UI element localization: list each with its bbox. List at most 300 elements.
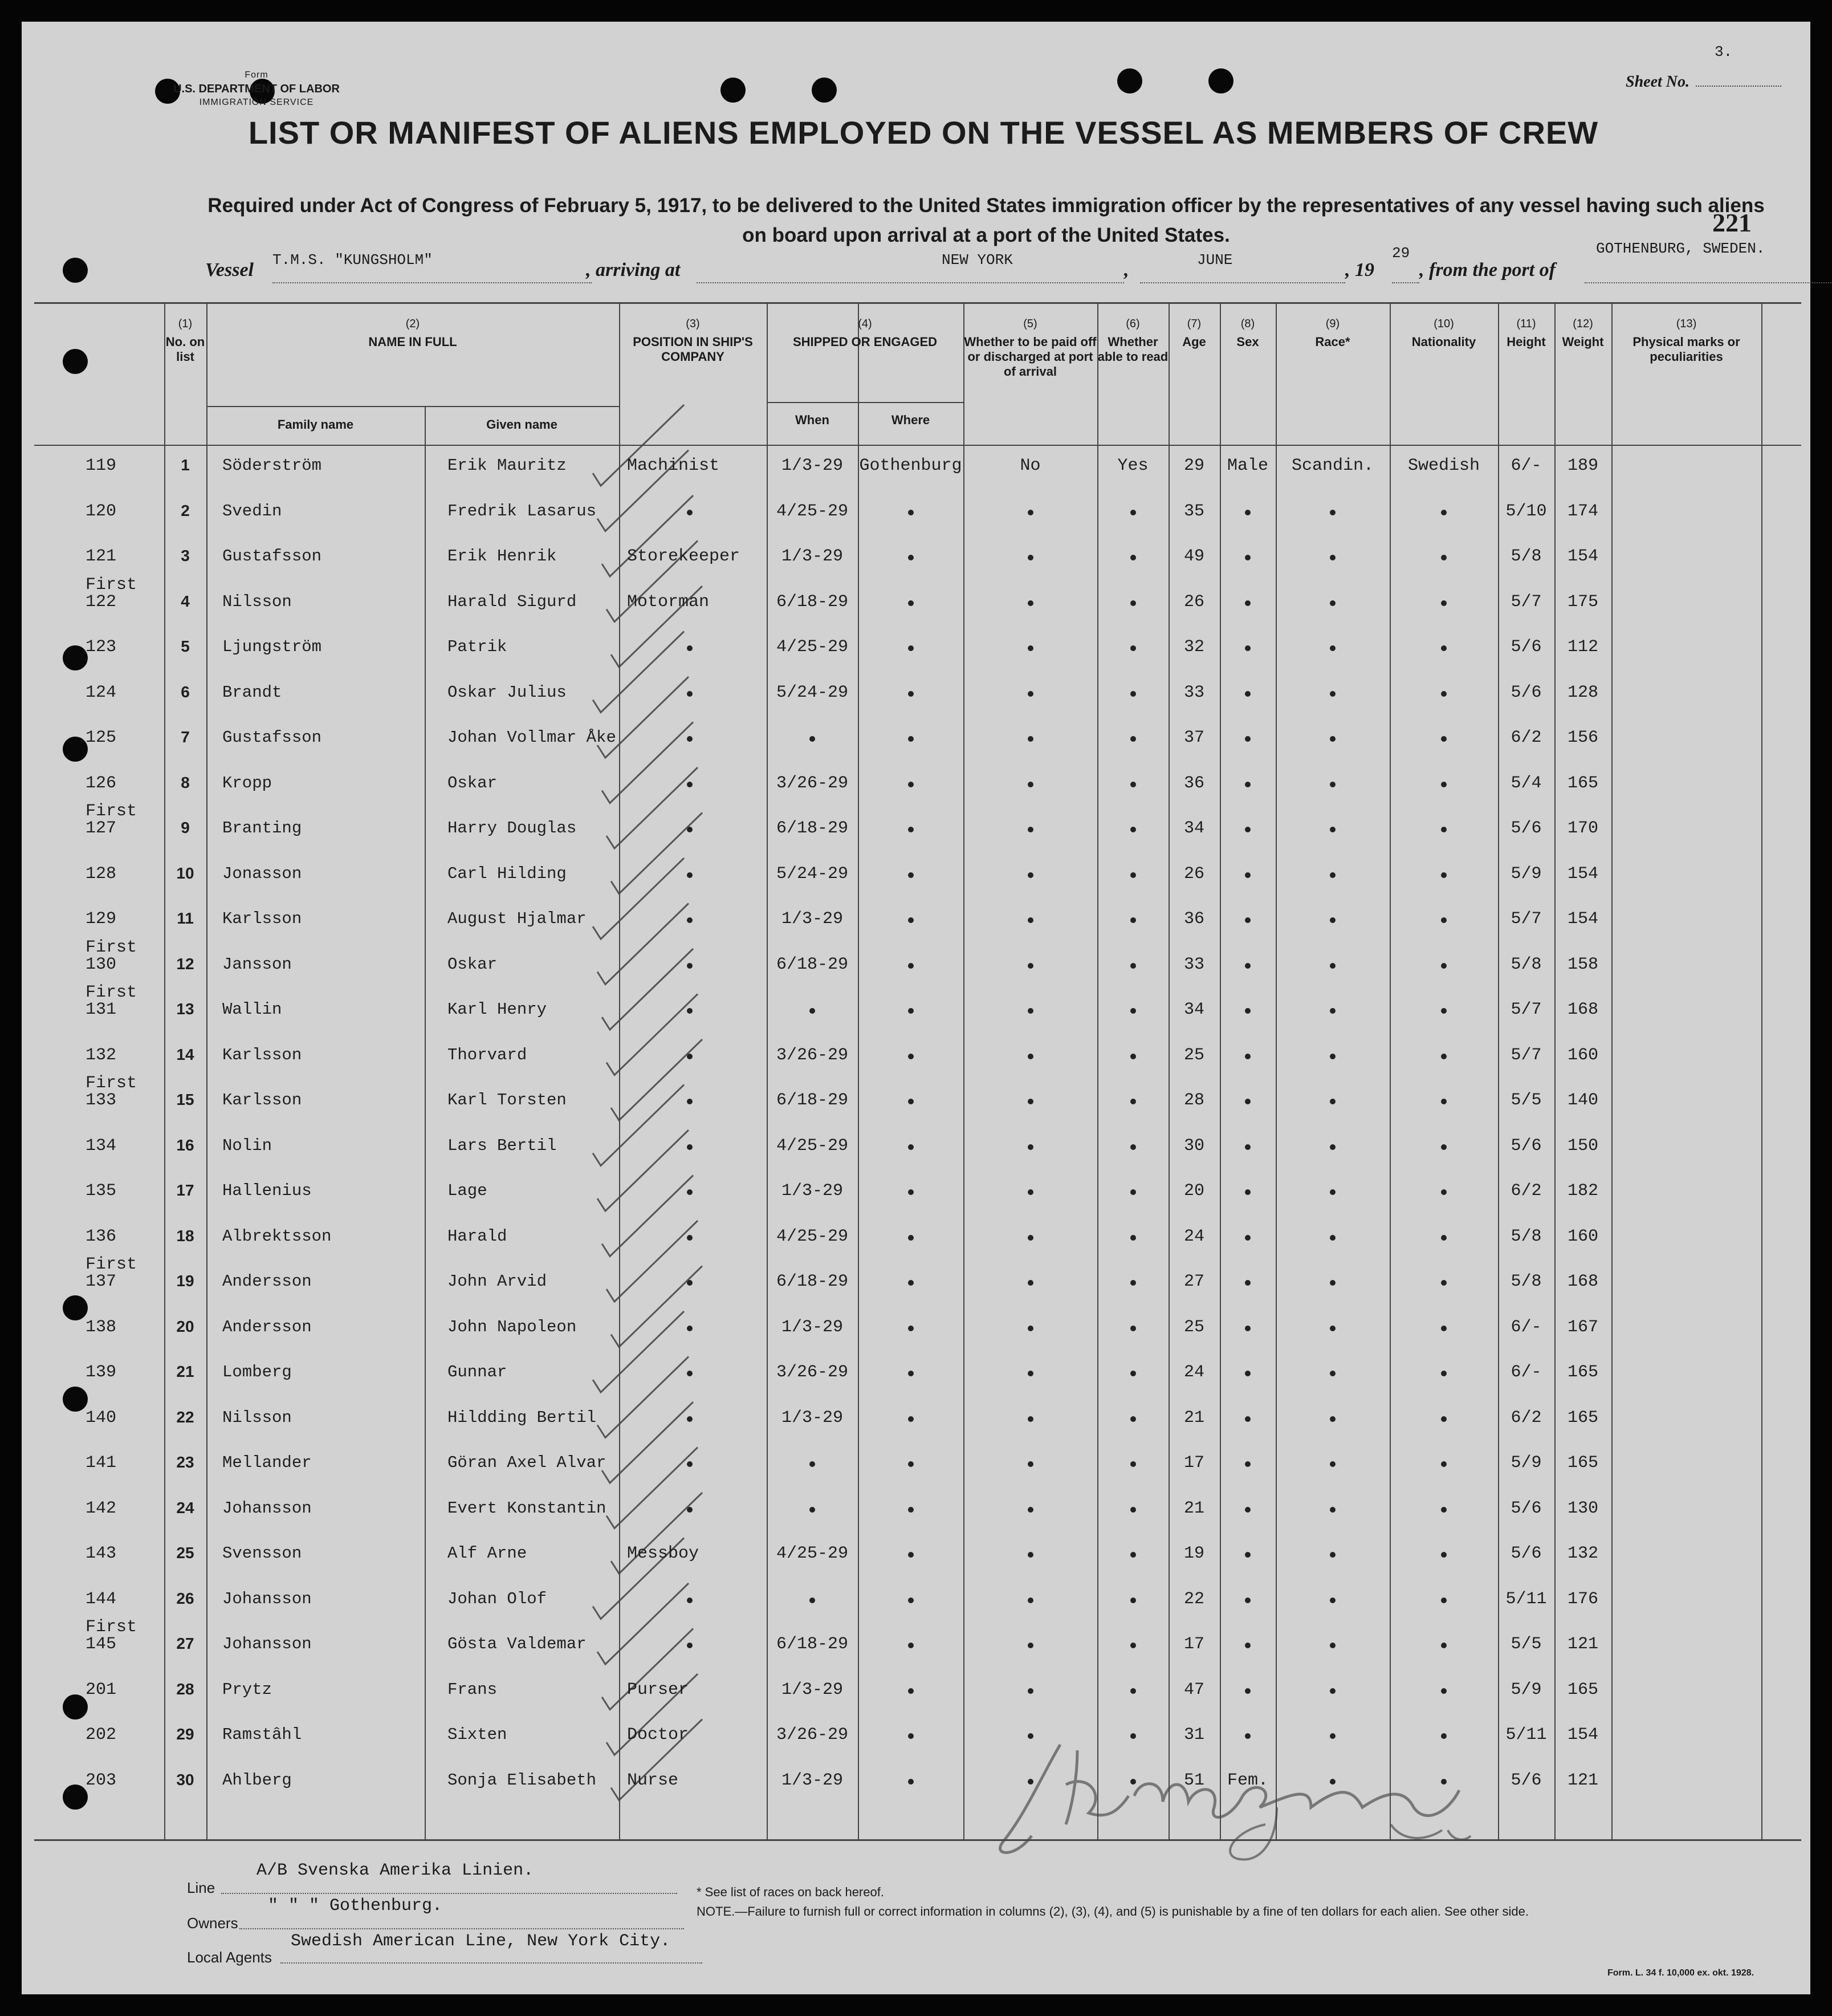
cell-height: 5/6: [1511, 1498, 1542, 1518]
month-value: JUNE: [1197, 251, 1233, 269]
ditto-mark: [1130, 827, 1136, 832]
ditto-mark: [1028, 1733, 1033, 1739]
cell-no: 28: [176, 1680, 194, 1698]
cell-age: 24: [1183, 1226, 1204, 1246]
cell-height: 5/6: [1511, 819, 1542, 838]
cell-family: Jonasson: [222, 864, 302, 883]
col-nationality-label: Nationality: [1411, 335, 1476, 349]
col-age-number: (7): [1187, 318, 1202, 330]
ditto-mark: [809, 1507, 815, 1513]
ditto-mark: [908, 1507, 914, 1513]
cell-no: 1: [181, 456, 190, 474]
cell-nationality: Swedish: [1407, 456, 1480, 475]
subheader-family-name: Family name: [277, 417, 354, 432]
ditto-mark: [1130, 782, 1136, 787]
ditto-mark: [1441, 691, 1447, 697]
column-divider: [1611, 302, 1613, 1839]
ditto-mark: [1441, 1507, 1447, 1513]
cell-when: 1/3-29: [781, 1181, 844, 1201]
ditto-mark: [908, 1733, 914, 1739]
cell-weight: 160: [1567, 1045, 1598, 1065]
row-mark-number: 128: [86, 864, 117, 884]
cell-family: Mellander: [222, 1453, 312, 1472]
ditto-mark: [1441, 782, 1447, 787]
cell-weight: 154: [1567, 1725, 1598, 1745]
column-divider: [1097, 302, 1098, 1839]
ditto-mark: [1245, 1507, 1251, 1513]
row-mark-number: 135: [86, 1181, 117, 1201]
ditto-mark: [1245, 1099, 1251, 1104]
col-nationality-number: (10): [1434, 318, 1454, 330]
cell-age: 34: [1183, 1000, 1204, 1019]
cell-given: Karl Henry: [447, 1000, 547, 1019]
col-able-to-read-label: Whether able to read: [1097, 335, 1169, 364]
subtitle-line-1: Required under Act of Congress of February 5, 1917, to be delivered to the United States immigration officer by the representatives of any vessel having such aliens: [207, 194, 1765, 217]
arriving-value: NEW YORK: [942, 251, 1013, 269]
column-divider: [1169, 302, 1170, 1839]
cell-height: 5/7: [1511, 1045, 1542, 1065]
form-reference: Form. L. 34 f. 10,000 ex. okt. 1928.: [1607, 1968, 1754, 1978]
sheet-number-line: [1696, 86, 1781, 87]
row-mark-number: 124: [86, 682, 117, 702]
ditto-mark: [1028, 600, 1033, 606]
cell-height: 5/9: [1511, 1680, 1542, 1700]
ditto-mark: [1028, 1598, 1033, 1603]
cell-no: 6: [181, 682, 190, 701]
cell-no: 17: [176, 1181, 194, 1199]
ditto-mark: [908, 1461, 914, 1467]
cell-height: 5/8: [1511, 1272, 1542, 1291]
ditto-mark: [908, 1189, 914, 1195]
cell-age: 36: [1183, 909, 1204, 929]
col-able-to-read-number: (6): [1126, 318, 1140, 330]
ditto-mark: [1130, 1643, 1136, 1648]
punch-hole-left-6: [63, 1387, 88, 1412]
row-mark-number: 132: [86, 1045, 117, 1065]
cell-when: 3/26-29: [776, 1725, 849, 1745]
ditto-mark: [1245, 1008, 1251, 1014]
ditto-mark: [1028, 1371, 1033, 1376]
ditto-mark: [1130, 1371, 1136, 1376]
cell-weight: 165: [1567, 1363, 1598, 1382]
ditto-mark: [908, 872, 914, 878]
cell-when: 1/3-29: [781, 547, 844, 566]
cell-given: August Hjalmar: [447, 909, 587, 928]
ditto-mark: [1330, 736, 1336, 742]
from-field: [1585, 240, 1832, 283]
ditto-mark: [687, 917, 693, 923]
ditto-mark: [1130, 1144, 1136, 1150]
ditto-mark: [1130, 645, 1136, 651]
cell-family: Ahlberg: [222, 1770, 292, 1790]
ditto-mark: [1245, 963, 1251, 969]
agents-value: Swedish American Line, New York City.: [291, 1932, 671, 1951]
ditto-mark: [1245, 1643, 1251, 1648]
from-value: GOTHENBURG, SWEDEN.: [1596, 240, 1765, 257]
vessel-line: Vessel T.M.S. "KUNGSHOLM" , arriving at NEW YORK , JUNE , 19 29 , from the port of GOTHENBURG, SWEDEN.: [205, 259, 1801, 294]
ditto-mark: [908, 1235, 914, 1241]
col-age: [1169, 316, 1220, 349]
ditto-mark: [1028, 917, 1033, 923]
ditto-mark: [809, 1598, 815, 1603]
col-nationality: [1390, 316, 1498, 349]
cell-family: Karlsson: [222, 1091, 302, 1109]
cell-when: 4/25-29: [776, 1544, 849, 1563]
ditto-mark: [1441, 736, 1447, 742]
ditto-mark: [1130, 1598, 1136, 1603]
cell-height: 5/6: [1511, 637, 1542, 657]
ditto-mark: [1028, 1552, 1033, 1558]
line-underline: [221, 1893, 677, 1894]
cell-family: Andersson: [222, 1272, 312, 1291]
cell-given: Carl Hilding: [447, 864, 567, 883]
ditto-mark: [1130, 736, 1136, 742]
cell-weight: 165: [1567, 1408, 1598, 1428]
col-sex-number: (8): [1240, 318, 1255, 330]
ditto-mark: [1330, 1779, 1336, 1785]
cell-given: Patrik: [447, 637, 507, 656]
row-mark-first: First: [86, 1617, 137, 1637]
col-physical-marks-number: (13): [1676, 318, 1697, 330]
cell-position: Machinist: [627, 456, 720, 475]
cell-when: 4/25-29: [776, 501, 849, 521]
ditto-mark: [1130, 1733, 1136, 1739]
cell-height: 6/-: [1511, 456, 1542, 475]
ditto-mark: [1330, 1326, 1336, 1331]
service-name: IMMIGRATION SERVICE: [199, 97, 314, 107]
cell-family: Ramstâhl: [222, 1725, 302, 1744]
row-mark-number: 129: [86, 909, 117, 929]
cell-height: 5/6: [1511, 682, 1542, 702]
row-mark-number: 133: [86, 1091, 117, 1110]
cell-age: 21: [1183, 1498, 1204, 1518]
year-prefix: , 19: [1345, 259, 1374, 281]
column-divider: [767, 302, 768, 1839]
year-field: [1392, 245, 1419, 283]
ditto-mark: [1130, 872, 1136, 878]
ditto-mark: [1130, 963, 1136, 969]
cell-family: Johansson: [222, 1635, 312, 1653]
cell-weight: 130: [1567, 1498, 1598, 1518]
ditto-mark: [908, 555, 914, 560]
row-mark-number: 137: [86, 1272, 117, 1291]
cell-family: Jansson: [222, 954, 292, 974]
col-shipped: [767, 316, 963, 349]
table-bottom-border: [34, 1839, 1801, 1841]
cell-when: 5/24-29: [776, 864, 849, 884]
cell-no: 2: [181, 501, 190, 519]
cell-weight: 132: [1567, 1544, 1598, 1563]
ditto-mark: [908, 691, 914, 697]
ditto-mark: [908, 1598, 914, 1603]
cell-when: 1/3-29: [781, 1770, 844, 1790]
ditto-mark: [908, 1054, 914, 1059]
cell-height: 5/9: [1511, 1453, 1542, 1473]
cell-weight: 182: [1567, 1181, 1598, 1201]
ditto-mark: [1028, 645, 1033, 651]
cell-family: Albrektsson: [222, 1226, 332, 1246]
cell-family: Gustafsson: [222, 728, 322, 747]
cell-when: 6/18-29: [776, 1635, 849, 1654]
col-age-label: Age: [1182, 335, 1206, 349]
col-no-on-list-number: (1): [178, 318, 193, 330]
cell-family: Brandt: [222, 682, 282, 702]
inspector-signature: [992, 1728, 1505, 1864]
cell-family: Ljungström: [222, 637, 322, 656]
ditto-mark: [1130, 1326, 1136, 1331]
row-mark-number: 140: [86, 1408, 117, 1428]
ditto-mark: [1441, 1280, 1447, 1286]
col-sex: [1220, 316, 1276, 349]
ditto-mark: [1245, 917, 1251, 923]
ditto-mark: [687, 1099, 693, 1104]
cell-age: 32: [1183, 637, 1204, 657]
agents-underline: [280, 1962, 702, 1964]
ditto-mark: [1028, 1507, 1033, 1513]
ditto-mark: [1028, 1144, 1033, 1150]
year-value: 29: [1392, 245, 1410, 262]
ditto-mark: [1245, 510, 1251, 515]
col-height: [1498, 316, 1554, 349]
ditto-mark: [809, 1008, 815, 1014]
ditto-mark: [1330, 782, 1336, 787]
owners-label: Owners: [187, 1915, 238, 1932]
ditto-mark: [1245, 872, 1251, 878]
ditto-mark: [1028, 1008, 1033, 1014]
column-divider: [206, 302, 207, 1839]
cell-age: 47: [1183, 1680, 1204, 1700]
ditto-mark: [1130, 1507, 1136, 1513]
race-note: * See list of races on back hereof.: [697, 1885, 884, 1899]
cell-family: Wallin: [222, 1000, 282, 1019]
cell-position: Nurse: [627, 1770, 679, 1790]
cell-no: 27: [176, 1635, 194, 1652]
cell-height: 5/8: [1511, 954, 1542, 974]
ditto-mark: [1028, 1779, 1033, 1785]
ditto-mark: [1330, 1733, 1336, 1739]
ditto-mark: [687, 1643, 693, 1648]
punch-hole-left-1: [63, 258, 88, 283]
ditto-mark: [1245, 1733, 1251, 1739]
cell-read: Yes: [1117, 456, 1149, 475]
cell-family: Johansson: [222, 1498, 312, 1518]
cell-weight: 121: [1567, 1635, 1598, 1654]
from-label: , from the port of: [1419, 259, 1556, 281]
cell-when: 6/18-29: [776, 592, 849, 612]
ditto-mark: [908, 510, 914, 515]
sheet-number-value: 3.: [1715, 43, 1733, 60]
ditto-mark: [1130, 1008, 1136, 1014]
cell-no: 3: [181, 547, 190, 564]
col-height-label: Height: [1507, 335, 1546, 349]
ditto-mark: [908, 736, 914, 742]
column-divider: [619, 302, 620, 1839]
ditto-mark: [1245, 555, 1251, 560]
ditto-mark: [1441, 555, 1447, 560]
cell-given: Alf Arne: [447, 1544, 527, 1563]
ditto-mark: [1330, 1144, 1336, 1150]
cell-when: 3/26-29: [776, 1045, 849, 1065]
cell-weight: 165: [1567, 1453, 1598, 1473]
line-value: A/B Svenska Amerika Linien.: [257, 1861, 534, 1880]
row-mark-number: 138: [86, 1317, 117, 1337]
column-divider: [963, 302, 964, 1839]
owners-value: " " " Gothenburg.: [268, 1896, 443, 1916]
cell-position: Messboy: [627, 1544, 699, 1563]
col-physical-marks-label: Physical marks or peculiarities: [1632, 335, 1740, 364]
cell-family: Nilsson: [222, 1408, 292, 1427]
ditto-mark: [1130, 600, 1136, 606]
ditto-mark: [1245, 736, 1251, 742]
col-paid-off-label: Whether to be paid off or discharged at port of arrival: [964, 335, 1097, 379]
ditto-mark: [1245, 1598, 1251, 1603]
cell-weight: 174: [1567, 501, 1598, 521]
cell-when: 4/25-29: [776, 1226, 849, 1246]
cell-when: 6/18-29: [776, 819, 849, 838]
punch-hole-top-5: [1117, 68, 1142, 94]
row-mark-number: 142: [86, 1498, 117, 1518]
cell-family: Svensson: [222, 1544, 302, 1563]
cell-no: 13: [176, 1000, 194, 1018]
document-subtitle: [188, 191, 1784, 250]
cell-family: Kropp: [222, 773, 272, 792]
ditto-mark: [1028, 736, 1033, 742]
row-mark-number: 131: [86, 1000, 117, 1019]
punch-hole-top-6: [1208, 68, 1233, 94]
cell-given: Erik Henrik: [447, 547, 557, 566]
cell-when: 4/25-29: [776, 1136, 849, 1156]
ditto-mark: [1245, 1054, 1251, 1059]
name-subheader-line: [206, 406, 619, 407]
row-mark-first: First: [86, 1074, 137, 1093]
cell-given: Gösta Valdemar: [447, 1635, 587, 1653]
ditto-mark: [908, 1779, 914, 1785]
ditto-mark: [1028, 1099, 1033, 1104]
ditto-mark: [1028, 1416, 1033, 1422]
column-divider: [1276, 302, 1277, 1839]
ditto-mark: [1028, 872, 1033, 878]
vessel-field: [272, 251, 592, 283]
ditto-mark: [687, 645, 693, 651]
ditto-mark: [908, 1688, 914, 1694]
cell-no: 23: [176, 1453, 194, 1471]
cell-given: Lars Bertil: [447, 1136, 557, 1155]
ditto-mark: [908, 1008, 914, 1014]
cell-age: 29: [1183, 456, 1204, 475]
ditto-mark: [1245, 691, 1251, 697]
cell-age: 37: [1183, 728, 1204, 747]
ditto-mark: [1441, 1189, 1447, 1195]
col-position-label: POSITION IN SHIP'S COMPANY: [633, 335, 753, 364]
ditto-mark: [1441, 1688, 1447, 1694]
cell-position: Motorman: [627, 592, 710, 612]
cell-given: Gunnar: [447, 1363, 507, 1381]
cell-weight: 160: [1567, 1226, 1598, 1246]
ditto-mark: [1245, 1189, 1251, 1195]
ditto-mark: [687, 736, 693, 742]
ditto-mark: [1441, 1008, 1447, 1014]
ditto-mark: [908, 1099, 914, 1104]
cell-age: 17: [1183, 1453, 1204, 1473]
cell-age: 26: [1183, 864, 1204, 884]
cell-height: 5/8: [1511, 1226, 1542, 1246]
cell-height: 6/2: [1511, 1408, 1542, 1428]
cell-given: Oskar: [447, 773, 498, 792]
cell-age: 35: [1183, 501, 1204, 521]
col-sex-label: Sex: [1236, 335, 1259, 349]
cell-weight: 140: [1567, 1091, 1598, 1110]
ditto-mark: [1130, 510, 1136, 515]
ditto-mark: [1130, 1280, 1136, 1286]
ditto-mark: [1441, 1779, 1447, 1785]
ditto-mark: [908, 963, 914, 969]
col-weight-label: Weight: [1562, 335, 1604, 349]
ditto-mark: [1330, 917, 1336, 923]
ditto-mark: [1028, 1688, 1033, 1694]
punch-hole-left-4: [63, 737, 88, 762]
ditto-mark: [1330, 1054, 1336, 1059]
cell-given: Sonja Elisabeth: [447, 1770, 597, 1790]
cell-age: 28: [1183, 1091, 1204, 1110]
ditto-mark: [1245, 645, 1251, 651]
cell-height: 5/11: [1505, 1589, 1547, 1609]
ditto-mark: [1330, 963, 1336, 969]
row-mark-first: First: [86, 937, 137, 957]
col-shipped-label: SHIPPED OR ENGAGED: [792, 335, 938, 349]
ditto-mark: [1441, 1461, 1447, 1467]
row-mark-number: 127: [86, 819, 117, 838]
shipped-subheader-line: [767, 402, 963, 403]
cell-family: Karlsson: [222, 909, 302, 928]
ditto-mark: [1130, 555, 1136, 560]
cell-height: 5/9: [1511, 864, 1542, 884]
cell-given: Hildding Bertil: [447, 1408, 597, 1427]
ditto-mark: [1028, 1461, 1033, 1467]
cell-height: 5/5: [1511, 1091, 1542, 1110]
cell-given: Johan Vollmar Åke: [447, 728, 616, 747]
vessel-label: Vessel: [205, 259, 254, 281]
col-paid-off: [963, 316, 1097, 379]
ditto-mark: [1245, 1552, 1251, 1558]
cell-given: Fredrik Lasarus: [447, 501, 597, 521]
cell-weight: 158: [1567, 954, 1598, 974]
cell-weight: 112: [1567, 637, 1598, 657]
ditto-mark: [1028, 1235, 1033, 1241]
cell-where: Gothenburg: [859, 456, 962, 475]
cell-weight: 154: [1567, 909, 1598, 929]
ditto-mark: [1330, 555, 1336, 560]
col-physical-marks: [1611, 316, 1761, 364]
punch-hole-left-3: [63, 645, 88, 670]
ditto-mark: [1330, 1643, 1336, 1648]
row-mark-number: 120: [86, 501, 117, 521]
subheader-given-name: Given name: [486, 417, 557, 432]
cell-when: 1/3-29: [781, 909, 844, 929]
cell-family: Nilsson: [222, 592, 292, 611]
row-mark-number: 123: [86, 637, 117, 657]
ditto-mark: [1330, 1552, 1336, 1558]
cell-weight: 165: [1567, 773, 1598, 793]
cell-weight: 170: [1567, 819, 1598, 838]
row-mark-number: 143: [86, 1544, 117, 1563]
ditto-mark: [908, 917, 914, 923]
cell-height: 5/11: [1505, 1725, 1547, 1745]
ditto-mark: [1441, 1643, 1447, 1648]
punch-hole-left-2: [63, 349, 88, 374]
page-number: 221: [1712, 208, 1752, 237]
ditto-mark: [1330, 1416, 1336, 1422]
cell-given: Thorvard: [447, 1045, 527, 1064]
